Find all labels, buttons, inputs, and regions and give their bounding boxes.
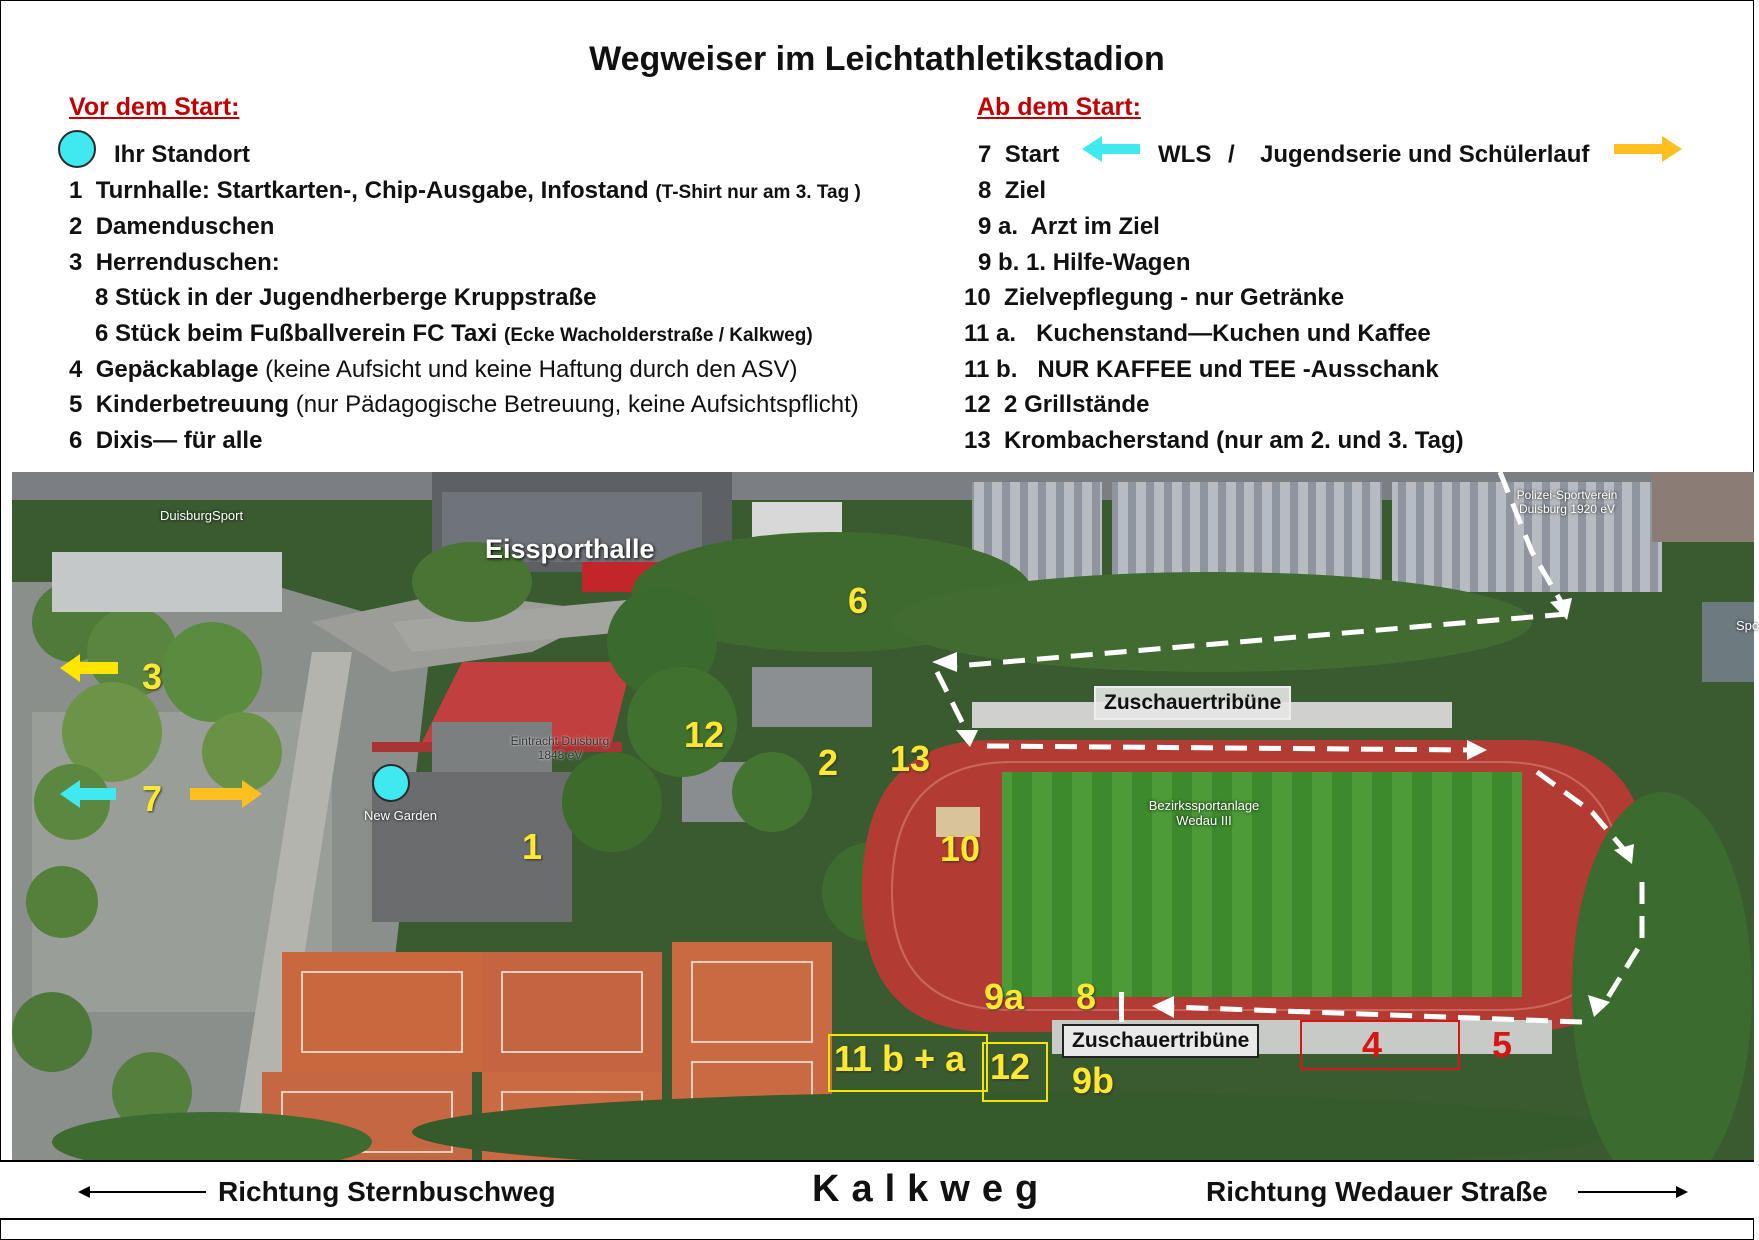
tribune-bottom-label: Zuschauertribüne xyxy=(1062,1024,1259,1058)
legend-number: 11 b. xyxy=(964,356,1018,383)
legend-text: Ziel xyxy=(1004,177,1047,204)
aerial-map xyxy=(12,472,1759,1160)
legend-note: (nur Pädagogische Betreuung, keine Aufsichtspflicht) xyxy=(295,391,859,418)
eissporthalle-label: Eissporthalle xyxy=(485,534,655,564)
legend-number: 8 xyxy=(978,177,992,204)
orange-arrow-right-icon xyxy=(1612,134,1684,164)
marker-12-south: 12 xyxy=(990,1046,1031,1087)
tribune-top-label: Zuschauertribüne xyxy=(1094,686,1291,720)
street-bar xyxy=(0,1160,1754,1220)
marker-2: 2 xyxy=(818,742,839,783)
legend-number: 2 xyxy=(69,213,83,240)
page-title: Wegweiser im Leichtathletikstadion xyxy=(589,40,1165,78)
left-heading: Vor dem Start: xyxy=(69,93,240,121)
legend-text: 1. Hilfe-Wagen xyxy=(1026,249,1191,276)
duisburgsport-label: DuisburgSport xyxy=(160,508,244,523)
marker-6: 6 xyxy=(848,580,869,621)
legend-item-13 xyxy=(964,426,1464,456)
legend-item-11b xyxy=(964,355,1439,385)
legend-text: Arzt im Ziel xyxy=(1030,213,1160,240)
legend-number: 9 a. xyxy=(978,213,1019,240)
marker-11: 11 b + a xyxy=(834,1038,966,1079)
legend-text: Herrenduschen: xyxy=(95,249,280,276)
legend-number: 7 xyxy=(978,141,992,168)
legend-text: Zielvepflegung - nur Getränke xyxy=(1004,284,1345,311)
legend-item-4 xyxy=(69,355,797,385)
legend-item-11a xyxy=(964,319,1431,349)
legend-note: (keine Aufsicht und keine Haftung durch den ASV) xyxy=(265,356,798,383)
arrow-left-icon xyxy=(78,1184,208,1200)
arrow-right-icon xyxy=(1578,1184,1690,1200)
legend-number: 9 b. xyxy=(978,249,1020,276)
street-name: Kalkweg xyxy=(812,1168,1051,1210)
marker-1: 1 xyxy=(522,826,543,867)
marker-12-north: 12 xyxy=(684,714,725,755)
legend-text: 8 Stück in der Jugendherberge Kruppstraße xyxy=(95,284,597,311)
direction-right: Richtung Wedauer Straße xyxy=(1206,1176,1548,1207)
legend-item-1 xyxy=(69,176,861,208)
legend-text: NUR KAFFEE und TEE -Ausschank xyxy=(1037,356,1439,383)
bezirk-label: Bezirkssportanlage Wedau III xyxy=(1148,798,1260,828)
legend-number: 12 xyxy=(964,391,991,418)
marker-5: 5 xyxy=(1492,1024,1513,1065)
legend-item-2 xyxy=(69,212,274,242)
legend-note: (T-Shirt nur am 3. Tag ) xyxy=(655,182,861,203)
legend-item-8 xyxy=(978,176,1046,206)
legend-number: 13 xyxy=(964,427,991,454)
legend-slash: / xyxy=(1228,141,1235,168)
legend-text: Damenduschen xyxy=(95,213,275,240)
legend-item-3a xyxy=(95,283,596,313)
polizei-label: Polizei-Sportverein Duisburg 1920 eV xyxy=(1516,488,1618,516)
marker-13: 13 xyxy=(890,738,931,779)
marker-9b: 9b xyxy=(1072,1060,1115,1101)
spo-label: Spo xyxy=(1736,618,1759,633)
marker-4: 4 xyxy=(1362,1024,1383,1065)
cyan-arrow-left-icon xyxy=(1080,134,1142,164)
eintracht-label: Eintracht Duisburg 1848 eV xyxy=(510,734,610,762)
legend-item-3b xyxy=(95,319,813,351)
legend-item-6 xyxy=(69,426,262,456)
legend-number: 11 a. xyxy=(964,320,1017,347)
legend-text: 2 Grillstände xyxy=(1004,391,1150,418)
legend-text: 6 Stück beim Fußballverein FC Taxi xyxy=(95,320,498,347)
marker-10: 10 xyxy=(940,828,981,869)
right-heading: Ab dem Start: xyxy=(977,93,1141,121)
legend-item-3 xyxy=(69,248,280,278)
legend-number: 6 xyxy=(69,427,83,454)
legend-text: Kuchenstand—Kuchen und Kaffee xyxy=(1036,320,1431,347)
newgarden-label: New Garden xyxy=(364,808,437,823)
legend-wls: WLS xyxy=(1158,141,1212,168)
marker-7: 7 xyxy=(142,778,163,819)
legend-item-12 xyxy=(964,390,1149,420)
legend-item-10 xyxy=(964,283,1344,313)
marker-3: 3 xyxy=(142,656,163,697)
marker-9a: 9a xyxy=(984,976,1025,1017)
legend-note: (Ecke Wacholderstraße / Kalkweg) xyxy=(504,325,813,346)
legend-number: 10 xyxy=(964,284,991,311)
legend-item-9b xyxy=(978,248,1190,278)
marker-8: 8 xyxy=(1076,976,1097,1017)
standort-label: Ihr Standort xyxy=(114,141,250,168)
legend-jugend: Jugendserie und Schülerlauf xyxy=(1260,141,1590,168)
standort-icon xyxy=(58,130,96,168)
legend-number: 4 xyxy=(69,356,83,383)
legend-item-9a xyxy=(978,212,1160,242)
legend-text: Gepäckablage xyxy=(95,356,259,383)
legend-number: 5 xyxy=(69,391,83,418)
standort-map-marker xyxy=(372,764,410,802)
legend-item-5 xyxy=(69,390,859,420)
legend-number: 1 xyxy=(69,177,83,204)
legend-item-7 xyxy=(978,140,1059,170)
legend-text: Krombacherstand (nur am 2. und 3. Tag) xyxy=(1004,427,1464,454)
legend-text: Start xyxy=(1004,141,1060,168)
legend-text: Turnhalle: Startkarten-, Chip-Ausgabe, Infostand xyxy=(95,177,649,204)
direction-left: Richtung Sternbuschweg xyxy=(218,1176,556,1207)
legend-text: Kinderbetreuung xyxy=(95,391,290,418)
legend-number: 3 xyxy=(69,249,83,276)
legend-text: Dixis— für alle xyxy=(95,427,263,454)
